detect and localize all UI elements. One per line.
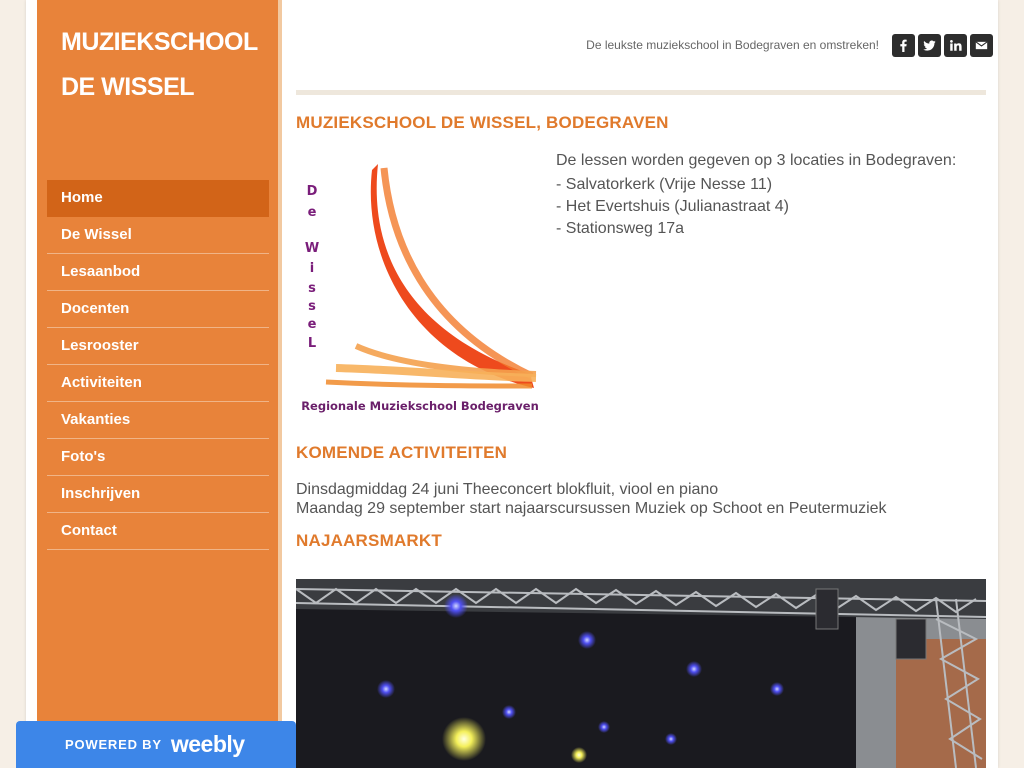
locations-text (556, 150, 956, 240)
nav-item-vakanties[interactable]: Vakanties (47, 402, 269, 439)
logo-letter-5: s (308, 281, 316, 296)
social-share-bar (892, 34, 993, 57)
site-title-line1: MUZIEKSCHOOL (61, 28, 258, 56)
powered-by-label: POWERED BY (65, 737, 162, 752)
linkedin-icon[interactable] (944, 34, 967, 57)
header-divider (296, 90, 986, 95)
section-heading-intro: MUZIEKSCHOOL DE WISSEL, BODEGRAVEN (296, 113, 669, 132)
stage-photo (296, 579, 986, 768)
location-item: - Het Evertshuis (Julianastraat 4) (556, 198, 789, 215)
main-content (296, 0, 986, 768)
nav-item-home[interactable]: Home (47, 180, 269, 217)
facebook-icon[interactable] (892, 34, 915, 57)
email-icon[interactable] (970, 34, 993, 57)
section-heading-najaarsmarkt: NAJAARSMARKT (296, 531, 442, 550)
logo-letter-7: e (307, 317, 317, 332)
nav-item-inschrijven[interactable]: Inschrijven (47, 476, 269, 513)
section-heading-activities: KOMENDE ACTIVITEITEN (296, 443, 508, 462)
logo-letter-3: W (304, 241, 320, 256)
site-title[interactable] (61, 20, 276, 110)
main-nav (47, 180, 269, 550)
twitter-icon[interactable] (918, 34, 941, 57)
logo-letter-8: L (307, 336, 317, 351)
activities-text (296, 480, 887, 518)
nav-item-fotos[interactable]: Foto's (47, 439, 269, 476)
site-title-line2: DE WISSEL (61, 73, 195, 101)
location-item: - Stationsweg 17a (556, 220, 685, 237)
logo-letter-4: i (309, 261, 315, 276)
logo-letter-2: e (307, 205, 317, 220)
weebly-logo: weebly (170, 731, 245, 757)
nav-item-lesrooster[interactable]: Lesrooster (47, 328, 269, 365)
logo-letter-6: s (308, 299, 316, 314)
location-item: - Salvatorkerk (Vrije Nesse 11) (556, 176, 773, 193)
logo-letter-1: D (306, 184, 318, 199)
powered-by-weebly-banner[interactable] (16, 721, 296, 768)
nav-item-docenten[interactable]: Docenten (47, 291, 269, 328)
nav-item-lesaanbod[interactable]: Lesaanbod (47, 254, 269, 291)
site-tagline: De leukste muziekschool in Bodegraven en omstreken! (586, 38, 879, 52)
activity-item: Dinsdagmiddag 24 juni Theeconcert blokfluit, viool en piano (296, 481, 719, 498)
school-logo-image (296, 150, 541, 420)
activity-item: Maandag 29 september start najaarscursussen Muziek op Schoot en Peutermuziek (296, 500, 887, 517)
nav-item-activiteiten[interactable]: Activiteiten (47, 365, 269, 402)
nav-item-de-wissel[interactable]: De Wissel (47, 217, 269, 254)
sidebar (37, 0, 282, 768)
logo-caption: Regionale Muziekschool Bodegraven (301, 399, 539, 413)
locations-intro: De lessen worden gegeven op 3 locaties in Bodegraven: (556, 152, 957, 169)
nav-item-contact[interactable]: Contact (47, 513, 269, 550)
